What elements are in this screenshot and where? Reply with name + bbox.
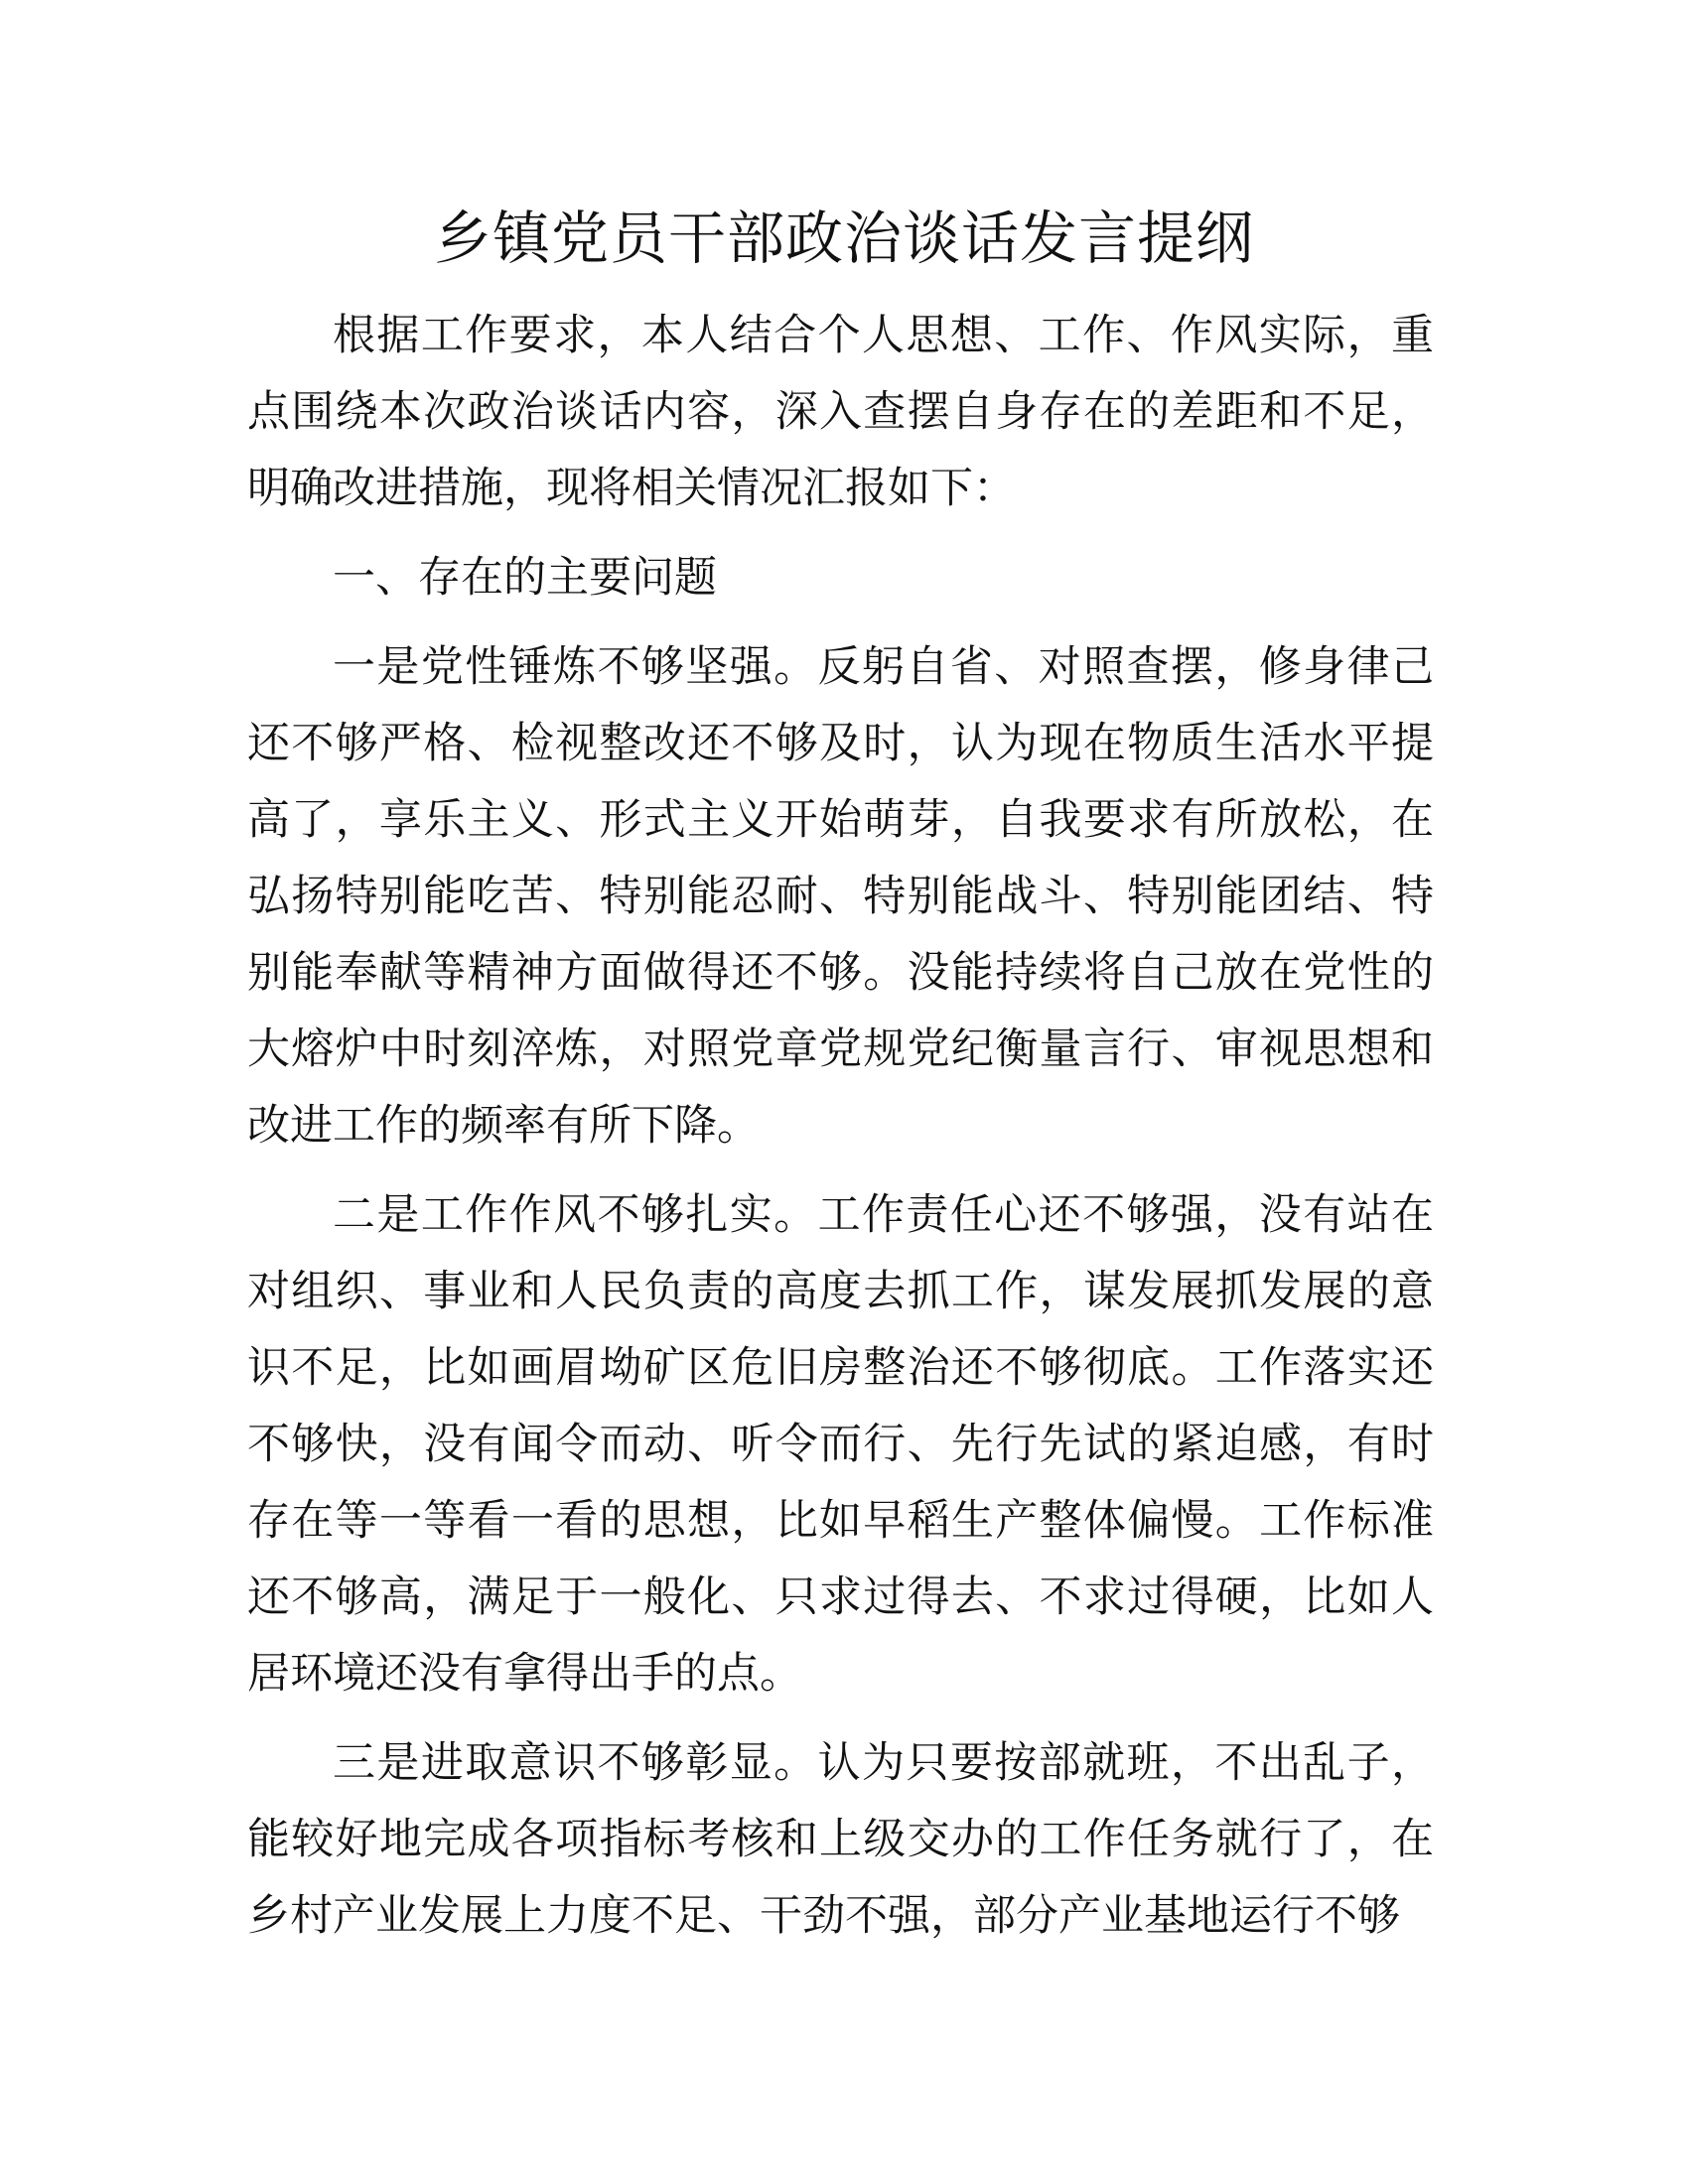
issue-paragraph-1: 一是党性锤炼不够坚强。反躬自省、对照查摆，修身律己还不够严格、检视整改还不够及时，认为现在物质生活水平提高了，享乐主义、形式主义开始萌芽，自我要求有所放松，在弘扬特别能吃苦、特别能忍耐、特别能战斗、特别能团结、特别能奉献等精神方面做得还不够。没能持续将自己放在党性的大熔炉中时刻淬炼，对照党章党规党纪衡量言行、审视思想和改进工作的频率有所下降。	[247, 642, 1434, 1151]
issue-paragraph-2: 二是工作作风不够扎实。工作责任心还不够强，没有站在对组织、事业和人民负责的高度去抓工作，谋发展抓发展的意识不足，比如画眉坳矿区危旧房整治还不够彻底。工作落实还不够快，没有闻令而动、听令而行、先行先试的紧迫感，有时存在等一等看一看的思想，比如早稻生产整体偏慢。工作标准还不够高，满足于一般化、只求过得去、不求过得硬，比如人居环境还没有拿得出手的点。	[247, 1190, 1434, 1699]
document-title: 乡镇党员干部政治谈话发言提纲	[433, 205, 1254, 272]
issue-paragraph-3: 三是进取意识不够彰显。认为只要按部就班，不出乱子，能较好地完成各项指标考核和上级交办的工作任务就行了，在乡村产业发展上力度不足、干劲不强，部分产业基地运行不够	[247, 1738, 1434, 1941]
intro-paragraph: 根据工作要求，本人结合个人思想、工作、作风实际，重点围绕本次政治谈话内容，深入查摆自身存在的差距和不足，明确改进措施，现将相关情况汇报如下：	[247, 311, 1434, 513]
document-body	[247, 298, 1434, 1968]
section-heading: 一、存在的主要问题	[333, 553, 717, 603]
